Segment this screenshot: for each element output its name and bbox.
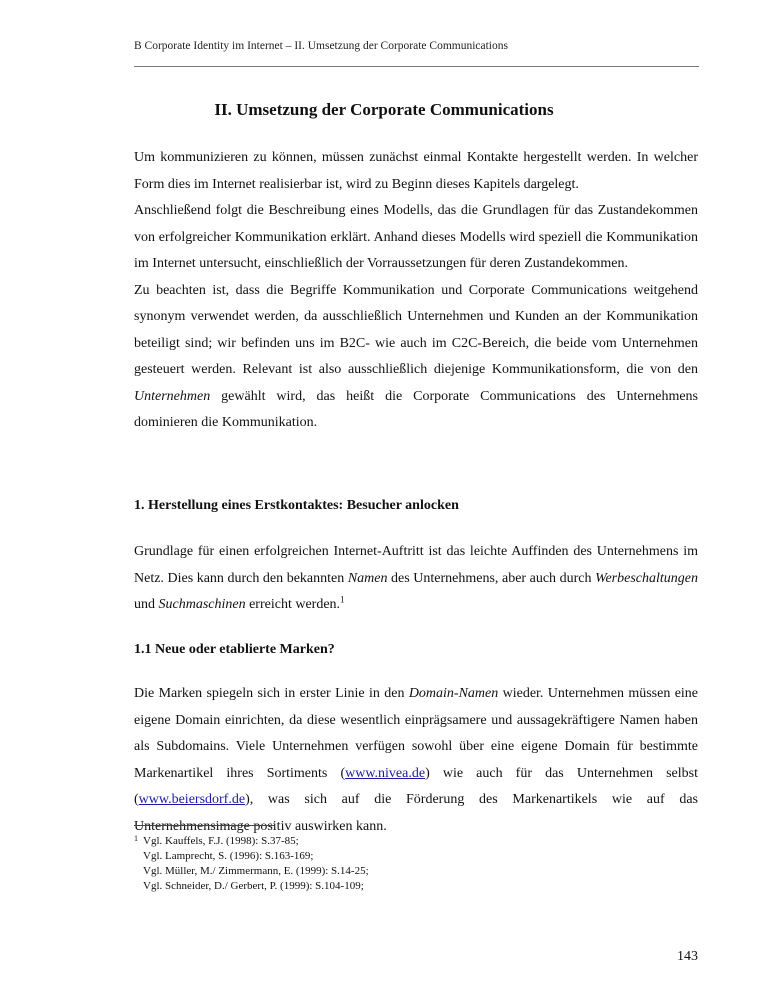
- intro-p3-text-a: Zu beachten ist, dass die Begriffe Kommunikation und Corporate Communications weitgehend synonym verwendet werden, da ausschließlich Unternehmen und Kunden an der Kommunikation beteiligt sind; wir befinden uns im B2C- wie auch im C2C-Bereich, die beide vom Unternehmen gesteuert werden. Relevant ist also ausschließlich diejenige Kommunikationsform, die von den: [134, 282, 698, 377]
- footnote-divider: [134, 825, 274, 826]
- section-1-1-text-d: ), was sich auf die Förderung des Markenartikels wie auf das Unternehmensimage positiv auswirken kann.: [134, 792, 698, 834]
- nivea-link[interactable]: www.nivea.de: [345, 765, 426, 781]
- section-1-text-c: und: [134, 597, 159, 612]
- section-1-1-text: [134, 681, 698, 840]
- section-1-1-heading: 1.1 Neue oder etablierte Marken?: [134, 642, 335, 657]
- intro-text: [134, 145, 698, 437]
- footnote-lines: [143, 834, 694, 894]
- section-1-1-text-c: ) wie auch für das Unternehmen selbst (: [134, 765, 699, 807]
- section-1-text: [134, 539, 698, 619]
- intro-p3-text-b: gewählt wird, das heißt die Corporate Communications des Unternehmens dominieren die Kommunikation.: [134, 388, 698, 430]
- section-1-text-d: erreicht werden.: [245, 597, 341, 612]
- page-number: 143: [677, 949, 698, 964]
- section-1-1-emphasis-domain: Domain-Namen: [408, 686, 499, 701]
- section-1-text-a: Grundlage für einen erfolgreichen Internet-Auftritt ist das leichte Auffinden des Unternehmens im Netz. Dies kann durch den bekannten: [134, 544, 698, 586]
- footnote-reference[interactable]: 1: [340, 594, 345, 605]
- section-1-1-paragraph: [134, 681, 698, 840]
- section-1-emphasis-search: Suchmaschinen: [158, 597, 246, 612]
- chapter-title: II. Umsetzung der Corporate Communications: [214, 100, 554, 119]
- intro-paragraph-3: [134, 278, 698, 437]
- header-divider: [134, 66, 699, 67]
- footnote: [134, 834, 694, 894]
- running-header: B Corporate Identity im Internet – II. Umsetzung der Corporate Communications: [134, 40, 508, 52]
- section-1-text-b: des Unternehmens, aber auch durch: [387, 570, 596, 586]
- footnote-line: Vgl. Müller, M./ Zimmermann, E. (1999): S.14-25;: [143, 865, 369, 877]
- footnote-line: Vgl. Kauffels, F.J. (1998): S.37-85;: [143, 835, 299, 847]
- section-1-emphasis-name: Namen: [347, 570, 388, 586]
- intro-p3-emphasis: Unternehmen: [134, 388, 211, 404]
- footnote-line: Vgl. Lamprecht, S. (1996): S.163-169;: [143, 850, 314, 862]
- footnote-number: 1: [134, 834, 138, 843]
- section-1-paragraph: [134, 539, 698, 619]
- intro-paragraph-1: Um kommunizieren zu können, müssen zunächst einmal Kontakte hergestellt werden. In welcher Form dies im Internet realisierbar ist, wird zu Beginn dieses Kapitels dargelegt.: [134, 150, 698, 192]
- section-1-1-text-b: wieder. Unternehmen müssen eine eigene Domain einrichten, da diese wesentlich einprägsamere und aussagekräftigere Namen haben als Subdomains. Viele Unternehmen verfügen sowohl über eine eigene Domain für bestimmte Markenartikel ihres Sortiments (: [134, 686, 699, 781]
- section-1-1-text-a: Die Marken spiegeln sich in erster Linie in den: [134, 686, 409, 701]
- beiersdorf-link[interactable]: www.beiersdorf.de: [138, 792, 246, 807]
- intro-paragraph-2: Anschließend folgt die Beschreibung eines Modells, das die Grundlagen für das Zustandekommen von erfolgreicher Kommunikation erklärt. Anhand dieses Modells wird speziell die Kommunikation im Internet untersucht, einschließlich der Vorraussetzungen für deren Zustandekommen.: [134, 203, 698, 271]
- section-1-heading: 1. Herstellung eines Erstkontaktes: Besucher anlocken: [134, 498, 459, 513]
- section-1-emphasis-ads: Werbeschaltungen: [595, 570, 698, 586]
- footnote-line: Vgl. Schneider, D./ Gerbert, P. (1999): S.104-109;: [143, 880, 364, 892]
